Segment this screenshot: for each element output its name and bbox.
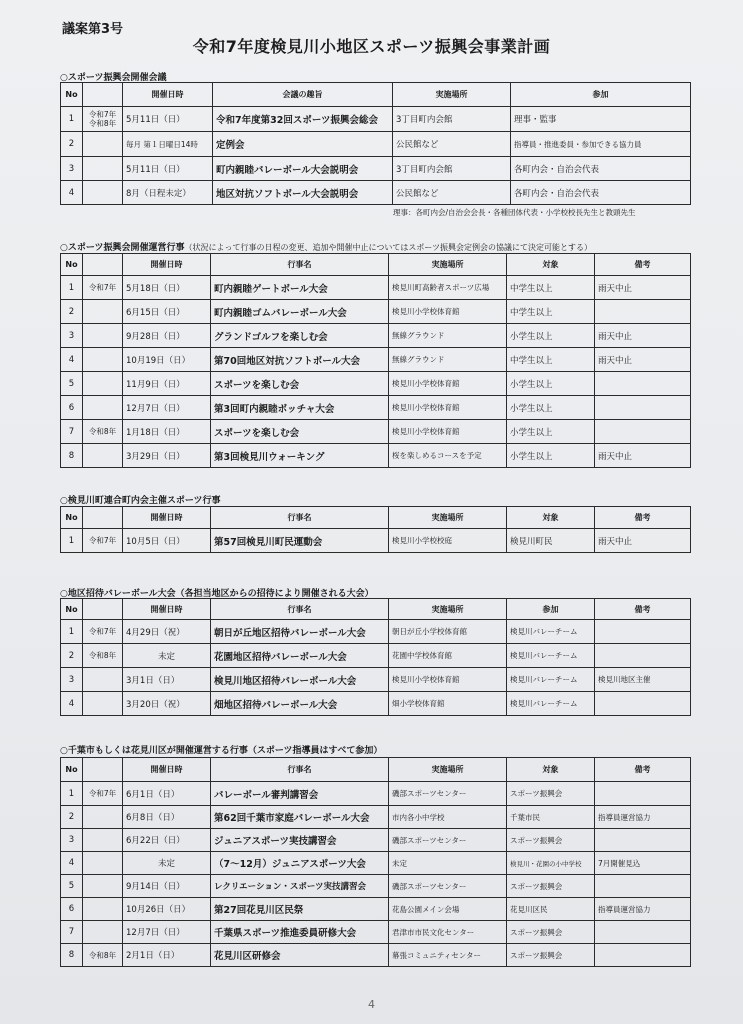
section-title-volleyball: ○地区招待バレーボール大会（各担当地区からの招待により開催される大会）	[60, 589, 374, 599]
table-row	[61, 620, 691, 644]
row-remarks	[595, 782, 691, 806]
row-place: 花島公園メイン会場	[389, 898, 507, 921]
col-header: 開催日時	[123, 83, 213, 107]
row-place: 未定	[389, 852, 507, 875]
row-title: 第27回花見川区民祭	[211, 898, 389, 921]
row-date: 6月8日（日）	[123, 806, 211, 829]
section-title-town-events: ○検見川町連合町内会主催スポーツ行事	[60, 496, 221, 506]
row-place: 磯部スポーツセンター	[389, 875, 507, 898]
table-row	[61, 829, 691, 852]
col-header: 行事名	[211, 507, 389, 529]
row-year	[83, 692, 123, 716]
table-row	[61, 668, 691, 692]
col-header: No	[61, 83, 83, 107]
row-date: 11月9日（日）	[123, 372, 211, 396]
row-title: 朝日が丘地区招待バレーボール大会	[211, 620, 389, 644]
row-participants: 検見川バレーチーム	[507, 692, 595, 716]
col-header: 備考	[595, 599, 691, 620]
row-year	[83, 806, 123, 829]
row-year	[83, 829, 123, 852]
table-row	[61, 852, 691, 875]
table-row	[61, 806, 691, 829]
row-date: 4月29日（祝）	[123, 620, 211, 644]
row-no: 2	[61, 806, 83, 829]
row-target: 小学生以上	[507, 420, 595, 444]
row-no: 3	[61, 157, 83, 181]
table-row	[61, 276, 691, 300]
table-row	[61, 921, 691, 944]
row-participants: 各町内会・自治会代表	[511, 157, 691, 181]
row-year	[83, 348, 123, 372]
row-title: 畑地区招待バレーボール大会	[211, 692, 389, 716]
row-title: 第62回千葉市家庭バレーボール大会	[211, 806, 389, 829]
meetings-table	[60, 82, 691, 205]
row-place: 3丁目町内会館	[393, 157, 511, 181]
row-no: 3	[61, 324, 83, 348]
row-remarks: 指導員運営協力	[595, 898, 691, 921]
table-row	[61, 420, 691, 444]
row-no: 7	[61, 420, 83, 444]
col-header: 実施場所	[389, 507, 507, 529]
row-remarks	[595, 829, 691, 852]
col-header: 行事名	[211, 599, 389, 620]
row-date: 毎月 第１日曜日14時	[123, 132, 213, 157]
row-remarks	[595, 921, 691, 944]
row-date: 3月29日（日）	[123, 444, 211, 468]
row-remarks	[595, 692, 691, 716]
row-title: ジュニアスポーツ実技講習会	[211, 829, 389, 852]
row-year	[83, 372, 123, 396]
row-target: 検見川・花園の小中学校	[507, 852, 595, 875]
row-remarks	[595, 620, 691, 644]
col-header: 開催日時	[123, 254, 211, 276]
row-year: 令和7年	[83, 276, 123, 300]
row-target: 小学生以上	[507, 372, 595, 396]
row-remarks	[595, 300, 691, 324]
row-place: 公民館など	[393, 181, 511, 205]
table-row	[61, 944, 691, 967]
table-row	[61, 875, 691, 898]
row-target: スポーツ振興会	[507, 782, 595, 806]
row-place: 磯部スポーツセンター	[389, 782, 507, 806]
row-title: 第3回検見川ウォーキング	[211, 444, 389, 468]
col-header: 会議の趣旨	[213, 83, 393, 107]
bill-number: 議案第3号	[62, 22, 124, 37]
row-remarks: 雨天中止	[595, 276, 691, 300]
row-date: 12月7日（日）	[123, 396, 211, 420]
col-header: No	[61, 507, 83, 529]
row-date: 3月20日（祝）	[123, 692, 211, 716]
table-row	[61, 529, 691, 553]
col-header: 行事名	[211, 254, 389, 276]
row-year	[83, 300, 123, 324]
row-place: 3丁目町内会館	[393, 107, 511, 132]
row-date: 6月22日（日）	[123, 829, 211, 852]
table-header-row	[61, 83, 691, 107]
row-place: 検見川小学校体育館	[389, 420, 507, 444]
row-title: 定例会	[213, 132, 393, 157]
row-date: 12月7日（日）	[123, 921, 211, 944]
row-place: 公民館など	[393, 132, 511, 157]
row-year: 令和7年	[83, 782, 123, 806]
table-row	[61, 692, 691, 716]
table-row	[61, 372, 691, 396]
row-title: スポーツを楽しむ会	[211, 420, 389, 444]
row-remarks	[595, 372, 691, 396]
col-header: 実施場所	[389, 599, 507, 620]
row-place: 検見川小学校校庭	[389, 529, 507, 553]
row-year: 令和8年	[83, 644, 123, 668]
row-participants: 指導員・推進委員・参加できる協力員	[511, 132, 691, 157]
col-header	[83, 83, 123, 107]
row-no: 6	[61, 396, 83, 420]
table-row	[61, 300, 691, 324]
table-header-row	[61, 507, 691, 529]
row-date: 10月19日（日）	[123, 348, 211, 372]
row-remarks	[595, 420, 691, 444]
row-remarks	[595, 875, 691, 898]
row-year	[83, 444, 123, 468]
table-row	[61, 444, 691, 468]
table-row	[61, 348, 691, 372]
row-target: 小学生以上	[507, 324, 595, 348]
row-no: 7	[61, 921, 83, 944]
row-no: 4	[61, 852, 83, 875]
row-title: 花見川区研修会	[211, 944, 389, 967]
row-remarks: 検見川地区主催	[595, 668, 691, 692]
row-title: （7～12月）ジュニアスポーツ大会	[211, 852, 389, 875]
row-place: 検見川小学校体育館	[389, 396, 507, 420]
row-title: 第57回検見川町民運動会	[211, 529, 389, 553]
col-header: 対象	[507, 254, 595, 276]
row-target: 中学生以上	[507, 348, 595, 372]
row-remarks: 雨天中止	[595, 444, 691, 468]
table-row	[61, 644, 691, 668]
row-year	[83, 181, 123, 205]
row-title: 千葉県スポーツ推進委員研修大会	[211, 921, 389, 944]
col-header: 対象	[507, 758, 595, 782]
row-target: 中学生以上	[507, 300, 595, 324]
row-place: 無線グラウンド	[389, 324, 507, 348]
row-participants: 検見川バレーチーム	[507, 668, 595, 692]
row-title: グランドゴルフを楽しむ会	[211, 324, 389, 348]
row-remarks: 雨天中止	[595, 529, 691, 553]
row-place: 無線グラウンド	[389, 348, 507, 372]
row-date: 10月26日（日）	[123, 898, 211, 921]
row-title: スポーツを楽しむ会	[211, 372, 389, 396]
col-header: 実施場所	[393, 83, 511, 107]
row-no: 4	[61, 181, 83, 205]
row-participants: 各町内会・自治会代表	[511, 181, 691, 205]
row-date: 1月18日（日）	[123, 420, 211, 444]
table-header-row	[61, 254, 691, 276]
row-target: スポーツ振興会	[507, 875, 595, 898]
row-year	[83, 898, 123, 921]
row-place: 幕張コミュニティセンター	[389, 944, 507, 967]
row-target: 検見川町民	[507, 529, 595, 553]
row-no: 8	[61, 944, 83, 967]
col-header: 備考	[595, 254, 691, 276]
col-header: 対象	[507, 507, 595, 529]
board-members-note: 理事：各町内会/自治会会長・各種団体代表・小学校校長先生と教頭先生	[393, 208, 636, 217]
row-no: 6	[61, 898, 83, 921]
col-header: 参加	[507, 599, 595, 620]
row-place: 桜を楽しめるコースを予定	[389, 444, 507, 468]
section-note: （状況によって行事の日程の変更、追加や開催中止についてはスポーツ振興会定例会の協議にて決定可能とする）	[184, 243, 593, 252]
row-title: 町内親睦ゲートボール大会	[211, 276, 389, 300]
col-header: No	[61, 254, 83, 276]
col-header: 行事名	[211, 758, 389, 782]
section-title-events	[60, 240, 592, 253]
table-row	[61, 782, 691, 806]
row-no: 2	[61, 132, 83, 157]
row-remarks	[595, 944, 691, 967]
col-header	[83, 599, 123, 620]
row-date: 6月15日（日）	[123, 300, 211, 324]
row-place: 市内各小中学校	[389, 806, 507, 829]
table-row	[61, 132, 691, 157]
table-row	[61, 181, 691, 205]
row-place: 君津市市民文化センター	[389, 921, 507, 944]
row-target: スポーツ振興会	[507, 829, 595, 852]
row-date: 5月11日（日）	[123, 157, 213, 181]
row-title: 検見川地区招待バレーボール大会	[211, 668, 389, 692]
document-title: 令和7年度検見川小地区スポーツ振興会事業計画	[192, 37, 551, 56]
row-no: 3	[61, 829, 83, 852]
row-remarks: 雨天中止	[595, 348, 691, 372]
row-title: 町内親睦バレーボール大会説明会	[213, 157, 393, 181]
row-no: 1	[61, 107, 83, 132]
row-participants: 検見川バレーチーム	[507, 644, 595, 668]
col-header	[83, 758, 123, 782]
row-place: 検見川町高齢者スポーツ広場	[389, 276, 507, 300]
row-no: 3	[61, 668, 83, 692]
row-year	[83, 324, 123, 348]
col-header: 参加	[511, 83, 691, 107]
row-no: 2	[61, 300, 83, 324]
col-header: 開催日時	[123, 758, 211, 782]
row-participants: 検見川バレーチーム	[507, 620, 595, 644]
row-place: 磯部スポーツセンター	[389, 829, 507, 852]
col-header: 実施場所	[389, 254, 507, 276]
city-events-table	[60, 757, 691, 967]
volleyball-table	[60, 598, 691, 716]
row-target: スポーツ振興会	[507, 944, 595, 967]
row-target: スポーツ振興会	[507, 921, 595, 944]
row-target: 花見川区民	[507, 898, 595, 921]
row-no: 2	[61, 644, 83, 668]
section-title-meetings: ○スポーツ振興会開催会議	[60, 73, 167, 83]
row-target: 中学生以上	[507, 276, 595, 300]
row-date: 未定	[123, 644, 211, 668]
page-number: 4	[368, 998, 375, 1011]
row-title: 地区対抗ソフトボール大会説明会	[213, 181, 393, 205]
row-target: 小学生以上	[507, 444, 595, 468]
row-date: 5月18日（日）	[123, 276, 211, 300]
row-no: 1	[61, 620, 83, 644]
col-header: No	[61, 599, 83, 620]
row-place: 検見川小学校体育館	[389, 668, 507, 692]
table-row	[61, 396, 691, 420]
row-no: 4	[61, 348, 83, 372]
row-remarks: 雨天中止	[595, 324, 691, 348]
row-year	[83, 668, 123, 692]
row-year: 令和8年	[83, 420, 123, 444]
row-title: レクリエーション・スポーツ実技講習会	[211, 875, 389, 898]
col-header: 備考	[595, 758, 691, 782]
row-title: 花園地区招待バレーボール大会	[211, 644, 389, 668]
row-title: バレーボール審判講習会	[211, 782, 389, 806]
row-date: 未定	[123, 852, 211, 875]
section-title-city-events: ○千葉市もしくは花見川区が開催運営する行事（スポーツ指導員はすべて参加）	[60, 746, 383, 756]
row-participants: 理事・監事	[511, 107, 691, 132]
row-date: 3月1日（日）	[123, 668, 211, 692]
row-year	[83, 157, 123, 181]
row-no: 4	[61, 692, 83, 716]
row-date: 5月11日（日）	[123, 107, 213, 132]
row-title: 第3回町内親睦ボッチャ大会	[211, 396, 389, 420]
row-date: 8月（日程未定）	[123, 181, 213, 205]
row-year	[83, 852, 123, 875]
row-year	[83, 875, 123, 898]
col-header: 開催日時	[123, 507, 211, 529]
row-place: 畑小学校体育館	[389, 692, 507, 716]
row-year: 令和8年	[83, 944, 123, 967]
row-year: 令和7年	[83, 529, 123, 553]
row-place: 朝日が丘小学校体育館	[389, 620, 507, 644]
row-no: 1	[61, 529, 83, 553]
row-year: 令和7年 令和8年	[83, 107, 123, 132]
row-remarks	[595, 396, 691, 420]
row-no: 8	[61, 444, 83, 468]
row-remarks	[595, 644, 691, 668]
row-target: 千葉市民	[507, 806, 595, 829]
col-header: 備考	[595, 507, 691, 529]
row-year: 令和7年	[83, 620, 123, 644]
section-title-text: ○スポーツ振興会開催運営行事	[60, 243, 185, 253]
row-no: 5	[61, 372, 83, 396]
row-remarks: 指導員運営協力	[595, 806, 691, 829]
table-header-row	[61, 758, 691, 782]
row-title: 町内親睦ゴムバレーボール大会	[211, 300, 389, 324]
row-no: 1	[61, 782, 83, 806]
row-remarks: 7月開催見込	[595, 852, 691, 875]
row-year	[83, 132, 123, 157]
row-year	[83, 396, 123, 420]
row-place: 検見川小学校体育館	[389, 300, 507, 324]
table-row	[61, 324, 691, 348]
row-date: 10月5日（日）	[123, 529, 211, 553]
town-events-table	[60, 506, 691, 553]
table-header-row	[61, 599, 691, 620]
col-header: 開催日時	[123, 599, 211, 620]
row-date: 2月1日（日）	[123, 944, 211, 967]
col-header: 実施場所	[389, 758, 507, 782]
table-row	[61, 107, 691, 132]
row-no: 5	[61, 875, 83, 898]
col-header	[83, 507, 123, 529]
table-row	[61, 157, 691, 181]
row-no: 1	[61, 276, 83, 300]
row-date: 6月1日（日）	[123, 782, 211, 806]
row-place: 花園中学校体育館	[389, 644, 507, 668]
row-target: 小学生以上	[507, 396, 595, 420]
col-header: No	[61, 758, 83, 782]
row-place: 検見川小学校体育館	[389, 372, 507, 396]
row-title: 令和7年度第32回スポーツ振興会総会	[213, 107, 393, 132]
row-date: 9月14日（日）	[123, 875, 211, 898]
row-title: 第70回地区対抗ソフトボール大会	[211, 348, 389, 372]
table-row	[61, 898, 691, 921]
row-year	[83, 921, 123, 944]
row-date: 9月28日（日）	[123, 324, 211, 348]
col-header	[83, 254, 123, 276]
events-table	[60, 253, 691, 468]
